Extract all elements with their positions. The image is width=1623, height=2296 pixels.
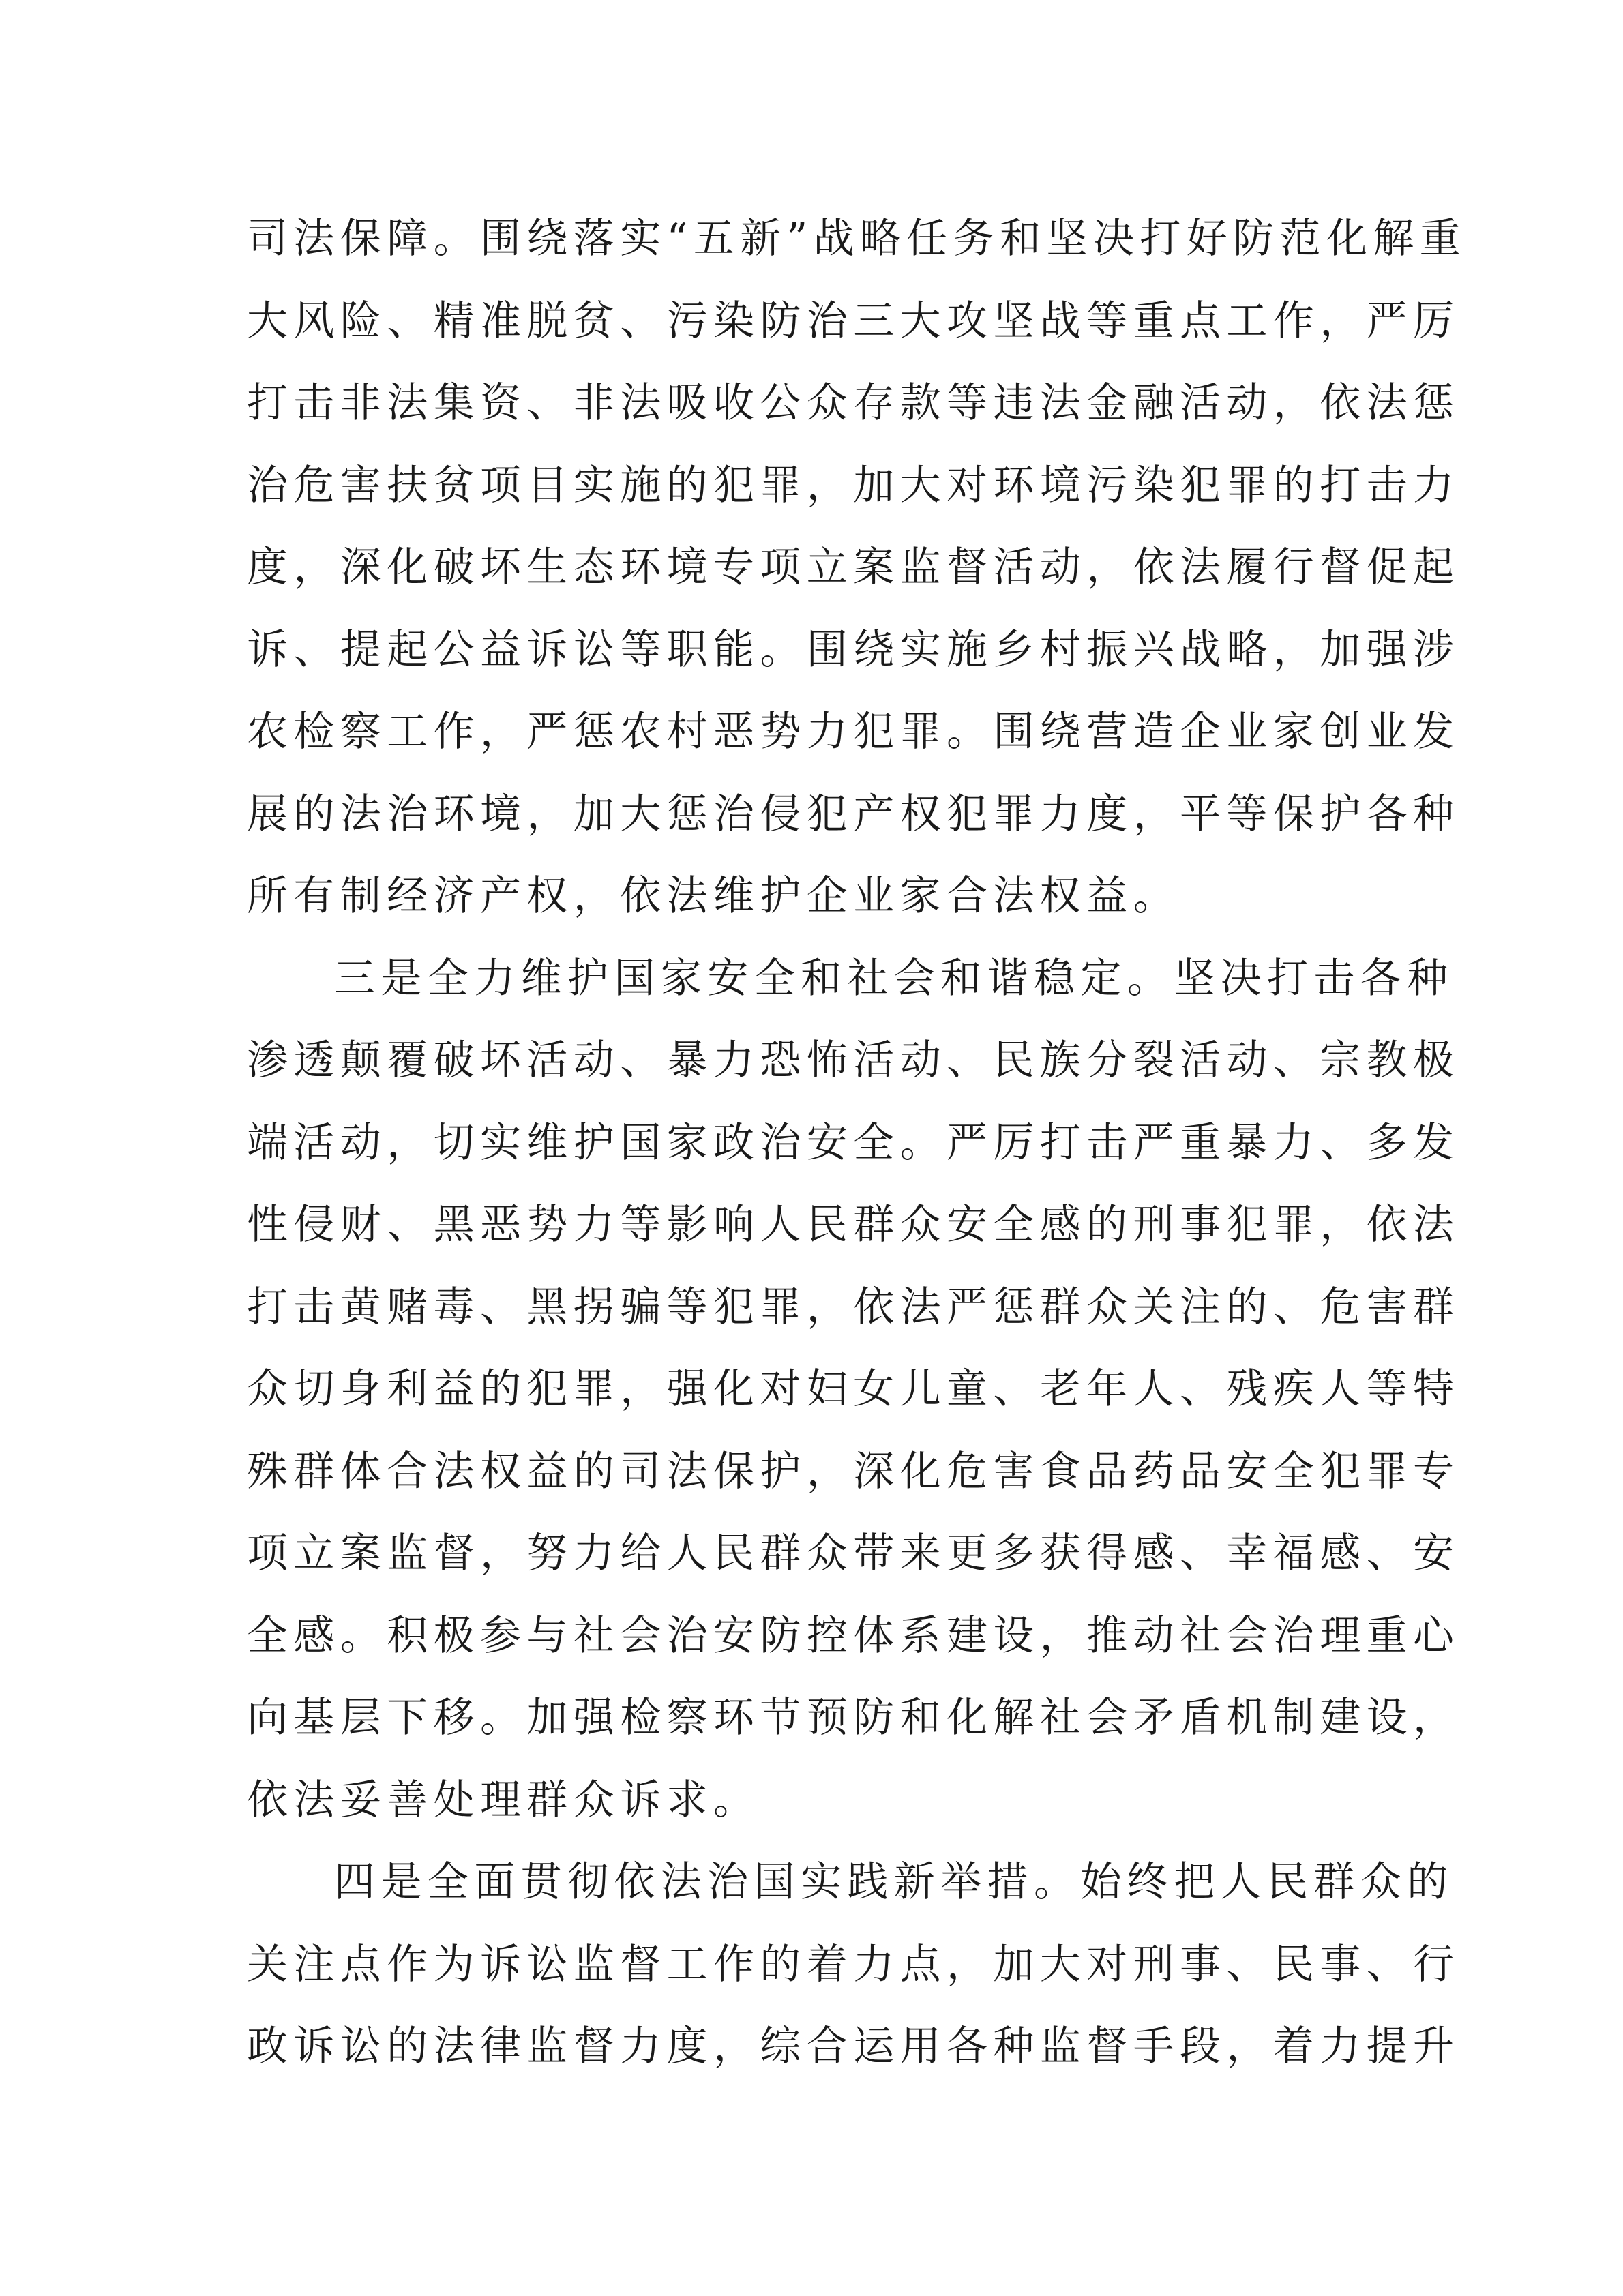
text-line: 治危害扶贫项目实施的犯罪，加大对环境污染犯罪的打击力 — [247, 461, 1460, 509]
paragraph-first-line: 四是全面贯彻依法治国实践新举措。始终把人民群众的 — [334, 1858, 1454, 1906]
paragraph-first-line: 三是全力维护国家安全和社会和谐稳定。坚决打击各种 — [334, 954, 1454, 1002]
text-line: 项立案监督，努力给人民群众带来更多获得感、幸福感、安 — [247, 1530, 1460, 1577]
text-line: 渗透颠覆破坏活动、暴力恐怖活动、民族分裂活动、宗教极 — [247, 1037, 1460, 1084]
text-line: 向基层下移。加强检察环节预防和化解社会矛盾机制建设， — [247, 1694, 1460, 1742]
text-line: 展的法治环境，加大惩治侵犯产权犯罪力度，平等保护各种 — [247, 790, 1460, 838]
text-line: 性侵财、黑恶势力等影响人民群众安全感的刑事犯罪，依法 — [247, 1201, 1460, 1249]
text-line: 众切身利益的犯罪，强化对妇女儿童、老年人、残疾人等特 — [247, 1365, 1460, 1413]
text-line: 农检察工作，严惩农村恶势力犯罪。围绕营造企业家创业发 — [247, 708, 1460, 756]
text-line: 政诉讼的法律监督力度，综合运用各种监督手段，着力提升 — [247, 2023, 1460, 2070]
text-line: 打击黄赌毒、黑拐骗等犯罪，依法严惩群众关注的、危害群 — [247, 1283, 1460, 1331]
text-line: 殊群体合法权益的司法保护，深化危害食品药品安全犯罪专 — [247, 1447, 1460, 1495]
text-line: 度，深化破坏生态环境专项立案监督活动，依法履行督促起 — [247, 543, 1460, 591]
text-line: 依法妥善处理群众诉求。 — [247, 1776, 760, 1824]
text-line: 大风险、精准脱贫、污染防治三大攻坚战等重点工作，严厉 — [247, 297, 1460, 345]
text-line: 诉、提起公益诉讼等职能。围绕实施乡村振兴战略，加强涉 — [247, 625, 1460, 674]
text-line: 所有制经济产权，依法维护企业家合法权益。 — [247, 872, 1180, 920]
text-line: 全感。积极参与社会治安防控体系建设，推动社会治理重心 — [247, 1611, 1460, 1660]
text-line: 司法保障。围绕落实“五新”战略任务和坚决打好防范化解重 — [247, 215, 1467, 263]
text-line: 关注点作为诉讼监督工作的着力点，加大对刑事、民事、行 — [247, 1940, 1460, 1988]
text-line: 打击非法集资、非法吸收公众存款等违法金融活动，依法惩 — [247, 379, 1460, 427]
document-body — [247, 198, 1467, 2088]
text-line: 端活动，切实维护国家政治安全。严厉打击严重暴力、多发 — [247, 1118, 1460, 1167]
